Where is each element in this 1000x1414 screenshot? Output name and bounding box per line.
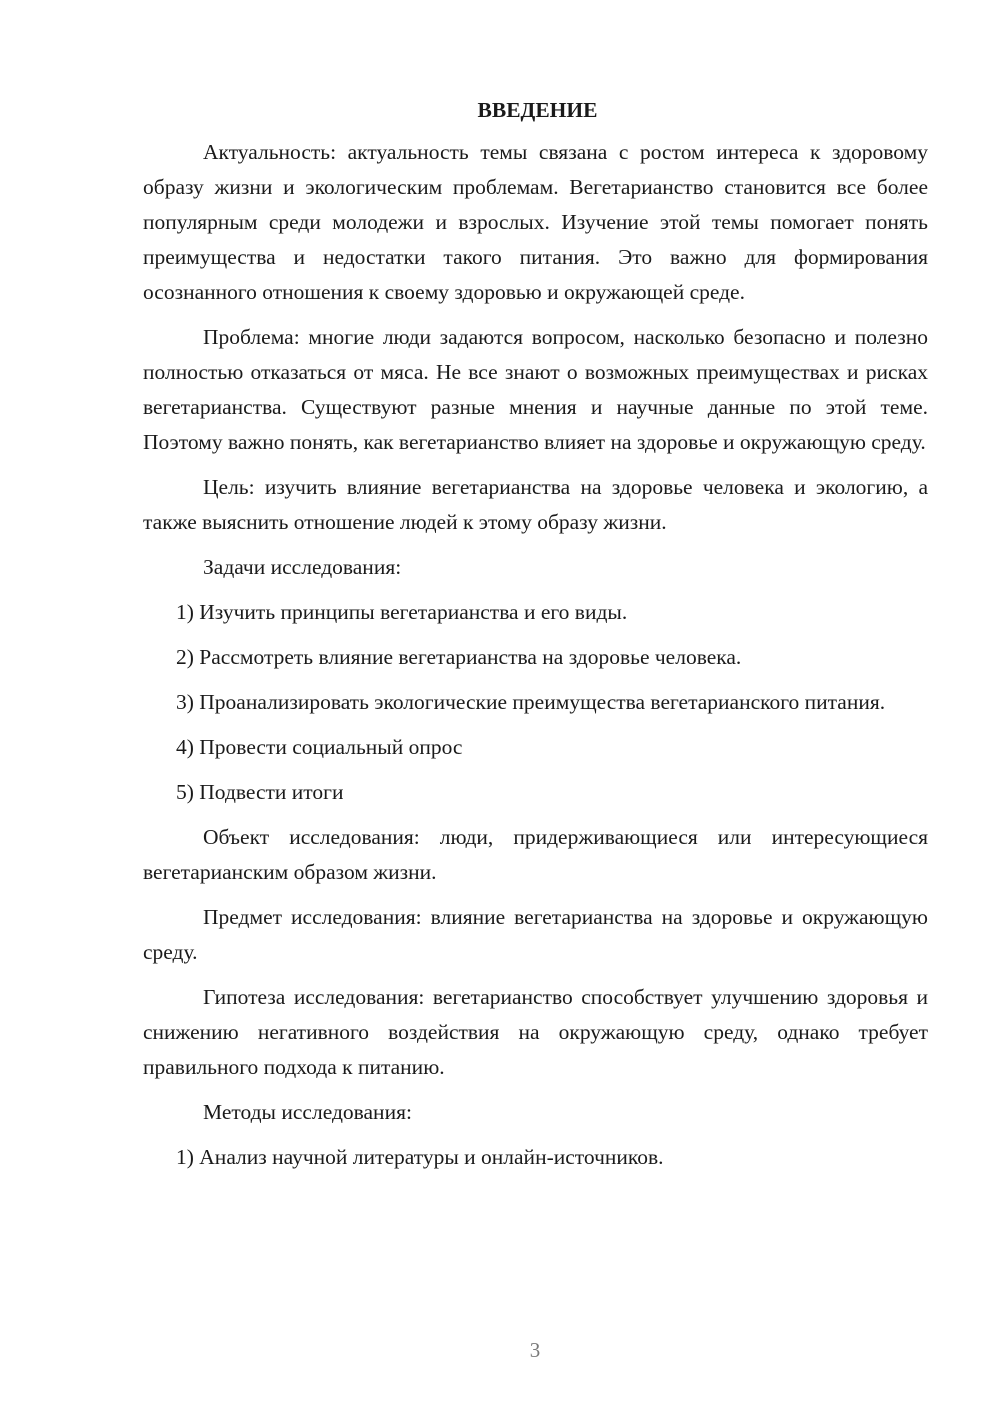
subject-paragraph: Предмет исследования: влияние вегетарианства на здоровье и окружающую среду.	[143, 905, 928, 964]
task-item-1: 1) Изучить принципы вегетарианства и его виды.	[176, 600, 628, 624]
tasks-title: Задачи исследования:	[203, 555, 402, 579]
page-content	[143, 92, 928, 1185]
task-item-4: 4) Провести социальный опрос	[176, 735, 463, 759]
problem-paragraph: Проблема: многие люди задаются вопросом, насколько безопасно и полезно полностью отказаться от мяса. Не все знают о возможных преимуществах и рисках вегетарианства. Существуют разные мнения и научные данные по этой теме. Поэтому важно понять, как вегетарианство влияет на здоровье и окружающую среду.	[143, 325, 928, 454]
task-item-2: 2) Рассмотреть влияние вегетарианства на здоровье человека.	[176, 645, 742, 669]
task-item-3: 3) Проанализировать экологические преимущества вегетарианского питания.	[176, 690, 886, 714]
method-item-1: 1) Анализ научной литературы и онлайн-источников.	[176, 1145, 664, 1169]
object-paragraph: Объект исследования: люди, придерживающиеся или интересующиеся вегетарианским образом жизни.	[143, 825, 928, 884]
goal-paragraph: Цель: изучить влияние вегетарианства на здоровье человека и экологию, а также выяснить отношение людей к этому образу жизни.	[143, 475, 928, 534]
task-item-5: 5) Подвести итоги	[176, 780, 344, 804]
page-number: 3	[529, 1338, 541, 1362]
methods-title: Методы исследования:	[203, 1100, 412, 1124]
hypothesis-paragraph: Гипотеза исследования: вегетарианство способствует улучшению здоровья и снижению негативного воздействия на окружающую среду, однако требует правильного подхода к питанию.	[143, 985, 928, 1079]
section-heading: ВВЕДЕНИЕ	[477, 98, 598, 122]
relevance-paragraph: Актуальность: актуальность темы связана с ростом интереса к здоровому образу жизни и экологическим проблемам. Вегетарианство становится все более популярным среди молодежи и взрослых. Изучение этой темы помогает понять преимущества и недостатки такого питания. Это важно для формирования осознанного отношения к своему здоровью и окружающей среде.	[143, 140, 928, 304]
